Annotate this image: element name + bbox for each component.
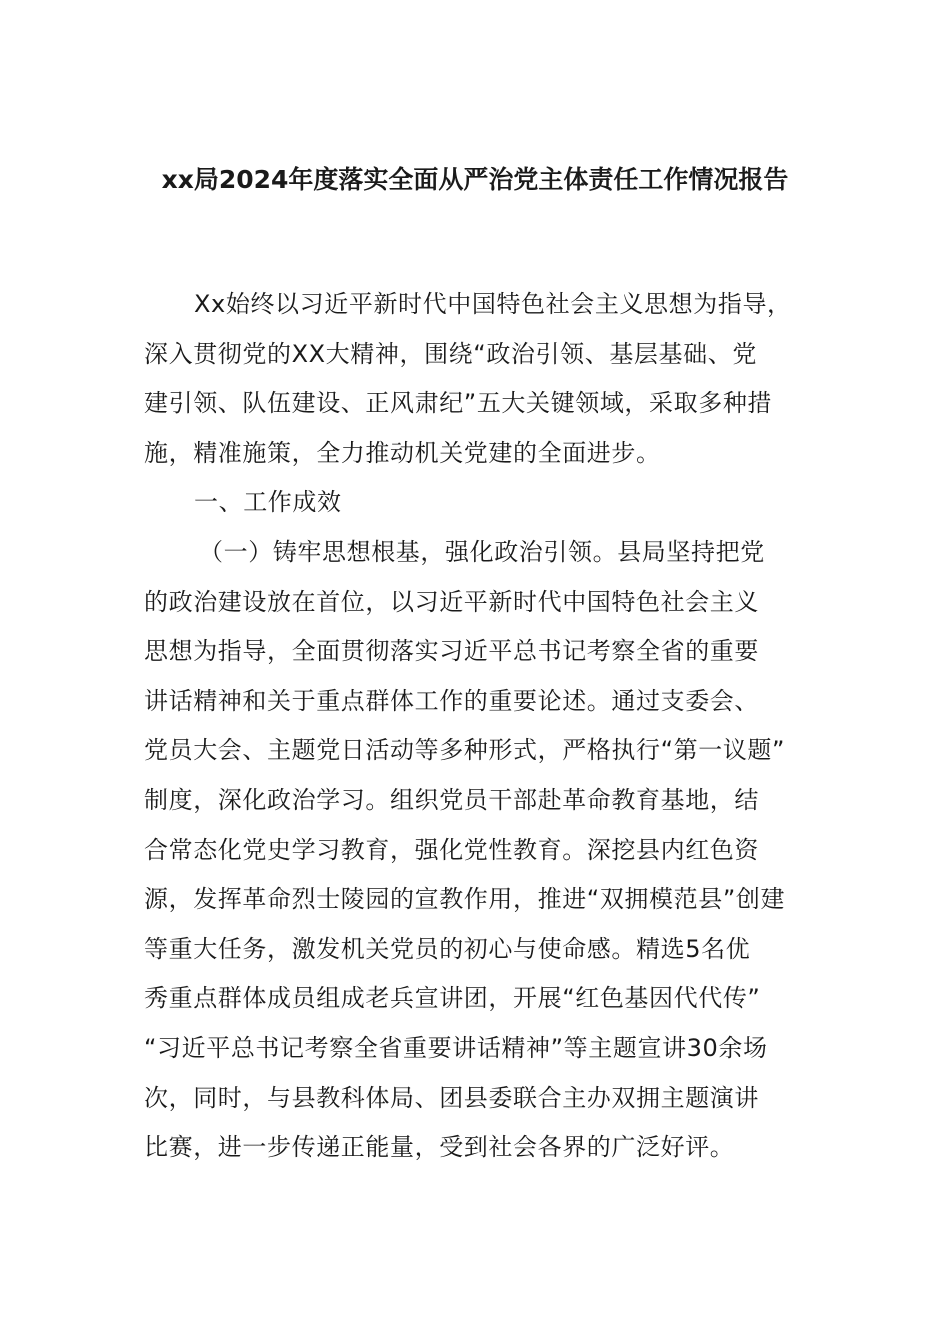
document-body: [144, 280, 834, 1173]
paragraph-section-line: 合常态化党史学习教育，强化党性教育。深挖县内红色资: [144, 835, 759, 864]
paragraph-section-line: （一）铸牢思想根基，强化政治引领。县局坚持把党: [199, 537, 765, 566]
paragraph-intro-line: Xx始终以习近平新时代中国特色社会主义思想为指导，: [194, 290, 792, 318]
paragraph-section-line: 源，发挥革命烈士陵园的宣教作用，推进“双拥模范县”创建: [144, 885, 786, 914]
paragraph-intro-line: 建引领、队伍建设、正风肃纪”五大关键领域，采取多种措: [144, 389, 773, 418]
paragraph-section-line: 等重大任务，激发机关党员的初心与使命感。精选5名优: [144, 934, 751, 963]
paragraph-section-line: 次，同时，与县教科体局、团县委联合主办双拥主题演讲: [144, 1083, 759, 1112]
paragraph-intro-line: 深入贯彻党的XX大精神，围绕“政治引领、基层基础、党: [144, 339, 757, 368]
paragraph-section-line: 制度，深化政治学习。组织党员干部赴革命教育基地，结: [144, 785, 759, 814]
paragraph-section-line: 比赛，进一步传递正能量，受到社会各界的广泛好评。: [144, 1133, 735, 1162]
paragraph-section-line: 讲话精神和关于重点群体工作的重要论述。通过支委会、: [144, 686, 759, 715]
paragraph-section-line: 党员大会、主题党日活动等多种形式，严格执行“第一议题”: [144, 736, 786, 765]
paragraph-section-line: 思想为指导，全面贯彻落实习近平总书记考察全省的重要: [144, 637, 759, 666]
document-title: xx局2024年度落实全面从严治党主体责任工作情况报告: [161, 165, 789, 194]
paragraph-section-line: “习近平总书记考察全省重要讲话精神”等主题宣讲30余场: [144, 1033, 768, 1062]
paragraph-section-line: 秀重点群体成员组成老兵宣讲团，开展“红色基因代代传”: [144, 984, 761, 1013]
paragraph-intro-line: 施，精准施策，全力推动机关党建的全面进步。: [144, 438, 661, 467]
section-heading: 一、工作成效: [194, 488, 342, 517]
paragraph-section-line: 的政治建设放在首位，以习近平新时代中国特色社会主义: [144, 587, 759, 616]
